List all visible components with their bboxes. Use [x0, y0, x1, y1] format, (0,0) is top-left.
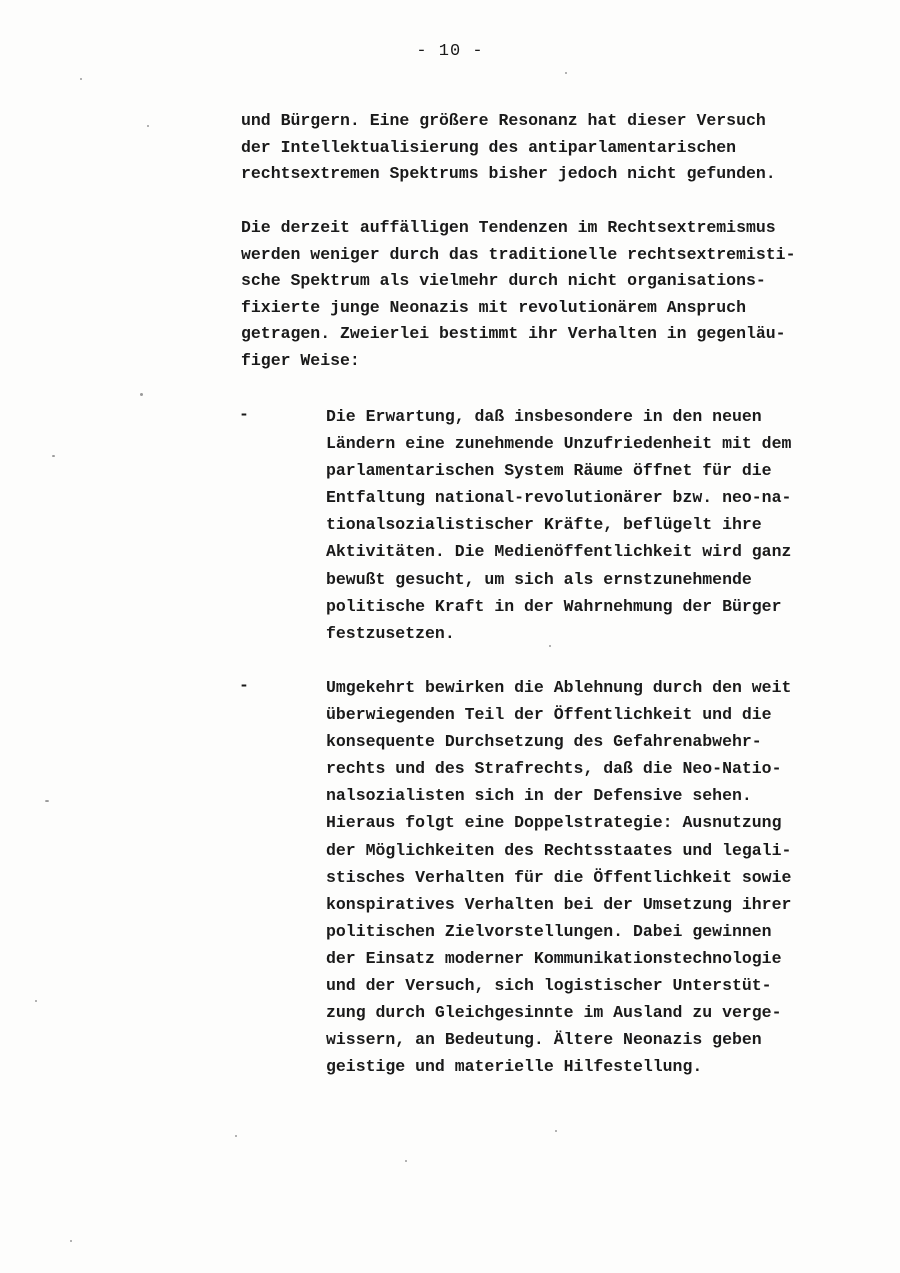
page-number: - 10 -	[416, 42, 484, 61]
scan-speck	[45, 800, 49, 802]
bullet-item-rejection	[326, 674, 846, 1080]
text-line: der Möglichkeiten des Rechtsstaates und legali-	[326, 840, 792, 860]
text-line: Aktivitäten. Die Medienöffentlichkeit wird ganz	[326, 542, 792, 562]
text-line: wissern, an Bedeutung. Ältere Neonazis geben	[326, 1030, 762, 1050]
scan-speck	[549, 645, 551, 647]
paragraph-continuation	[241, 108, 841, 188]
text-line: getragen. Zweierlei bestimmt ihr Verhalten in gegenläu-	[241, 324, 786, 344]
scan-speck	[235, 1135, 237, 1137]
text-line: sche Spektrum als vielmehr durch nicht organisations-	[241, 271, 766, 291]
scan-speck	[70, 1240, 72, 1242]
text-line: Umgekehrt bewirken die Ablehnung durch den weit	[326, 678, 792, 697]
text-line: fixierte junge Neonazis mit revolutionärem Anspruch	[241, 297, 746, 317]
text-line: figer Weise:	[241, 350, 360, 370]
scan-speck	[555, 1130, 557, 1132]
text-line: Ländern eine zunehmende Unzufriedenheit mit dem	[326, 434, 792, 454]
text-line: konspiratives Verhalten bei der Umsetzung ihrer	[326, 894, 792, 914]
scan-speck	[147, 125, 149, 127]
text-line: konsequente Durchsetzung des Gefahrenabwehr-	[326, 732, 762, 752]
text-line: bewußt gesucht, um sich als ernstzunehmende	[326, 569, 752, 589]
scan-speck	[52, 455, 55, 457]
text-line: Die Erwartung, daß insbesondere in den neuen	[326, 407, 762, 426]
scan-speck	[405, 1160, 407, 1162]
bullet-marker: -	[239, 676, 249, 695]
scan-speck	[140, 393, 143, 396]
text-line: geistige und materielle Hilfestellung.	[326, 1057, 703, 1077]
text-line: politischen Zielvorstellungen. Dabei gewinnen	[326, 921, 772, 941]
text-line: nalsozialisten sich in der Defensive sehen.	[326, 786, 752, 806]
text-line: rechts und des Strafrechts, daß die Neo-Natio-	[326, 759, 782, 779]
scan-speck	[80, 78, 82, 80]
text-line: überwiegenden Teil der Öffentlichkeit und die	[326, 705, 772, 725]
text-line: und der Versuch, sich logistischer Unterstüt-	[326, 976, 772, 996]
scan-speck	[565, 72, 567, 74]
text-line: der Einsatz moderner Kommunikationstechnologie	[326, 948, 782, 968]
text-line: werden weniger durch das traditionelle rechtsextremisti-	[241, 244, 796, 264]
paragraph-tendencies	[241, 215, 841, 375]
text-line: tionalsozialistischer Kräfte, beflügelt ihre	[326, 515, 762, 535]
text-line: politische Kraft in der Wahrnehmung der Bürger	[326, 596, 782, 616]
scan-speck	[35, 1000, 37, 1002]
text-line: zung durch Gleichgesinnte im Ausland zu verge-	[326, 1003, 782, 1023]
text-line: der Intellektualisierung des antiparlamentarischen	[241, 137, 737, 157]
text-line: Entfaltung national-revolutionärer bzw. neo-na-	[326, 488, 792, 508]
text-line: parlamentarischen System Räume öffnet für die	[326, 461, 772, 481]
text-line: Hieraus folgt eine Doppelstrategie: Ausnutzung	[326, 813, 782, 833]
text-line: Die derzeit auffälligen Tendenzen im Rechtsextremismus	[241, 218, 776, 237]
text-line: rechtsextremen Spektrums bisher jedoch nicht gefunden.	[241, 164, 776, 184]
text-line: festzusetzen.	[326, 623, 455, 643]
text-line: stisches Verhalten für die Öffentlichkeit sowie	[326, 867, 792, 887]
bullet-marker: -	[239, 405, 249, 424]
text-line: und Bürgern. Eine größere Resonanz hat dieser Versuch	[241, 111, 766, 130]
bullet-item-expectation	[326, 403, 846, 647]
